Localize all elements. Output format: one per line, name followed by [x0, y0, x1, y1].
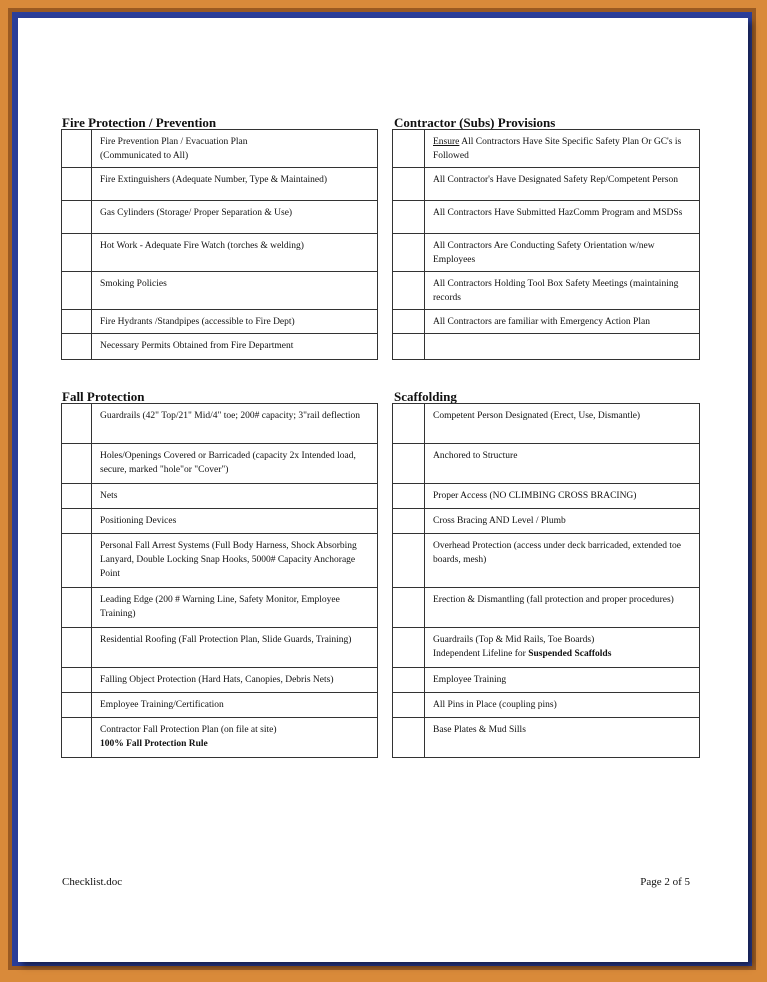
fire-item: [92, 334, 378, 360]
item-text: Guardrails (Top & Mid Rails, Toe Boards): [433, 635, 595, 645]
column-gap: [378, 693, 393, 718]
fire-item: [92, 130, 378, 168]
scaffolding-item: [425, 444, 700, 484]
footer-filename: Checklist.doc: [62, 876, 123, 888]
fire-checkbox[interactable]: [62, 272, 92, 310]
contractor-item: [425, 310, 700, 334]
fall-item: [92, 628, 378, 668]
item-text: Positioning Devices: [100, 516, 177, 526]
column-gap: [378, 130, 393, 168]
table-row: [62, 718, 700, 758]
column-gap: [378, 334, 393, 360]
scaffolding-checkbox[interactable]: [393, 444, 425, 484]
table-row: [62, 534, 700, 588]
item-text: All Contractors Are Conducting Safety Orientation w/new Employees: [433, 241, 655, 265]
scaffolding-item: [425, 668, 700, 693]
scaffolding-item: [425, 404, 700, 444]
table-row: [62, 310, 700, 334]
scaffolding-checkbox[interactable]: [393, 718, 425, 758]
contractor-checkbox[interactable]: [393, 310, 425, 334]
column-gap: [378, 310, 393, 334]
item-text: Proper Access (NO CLIMBING CROSS BRACING): [433, 491, 637, 501]
fall-checkbox[interactable]: [62, 444, 92, 484]
contractor-checkbox[interactable]: [393, 130, 425, 168]
table-row: [62, 168, 700, 201]
scaffolding-checkbox[interactable]: [393, 484, 425, 509]
fall-checkbox[interactable]: [62, 484, 92, 509]
column-gap: [378, 272, 393, 310]
fall-item: [92, 718, 378, 758]
emphasis-text: Ensure: [433, 137, 460, 147]
item-text: Gas Cylinders (Storage/ Proper Separation & Use): [100, 208, 293, 218]
fire-checkbox[interactable]: [62, 130, 92, 168]
item-text: Residential Roofing (Fall Protection Plan, Slide Guards, Training): [100, 635, 352, 645]
fall-item: [92, 588, 378, 628]
table-row: [62, 628, 700, 668]
column-gap: [378, 668, 393, 693]
table-row: [62, 234, 700, 272]
fire-item: [92, 234, 378, 272]
contractor-item: [425, 201, 700, 234]
item-text: Nets: [100, 491, 118, 501]
fall-item: [92, 404, 378, 444]
column-gap: [378, 444, 393, 484]
fall-checkbox[interactable]: [62, 628, 92, 668]
scaffolding-item: [425, 588, 700, 628]
item-text: All Contractors Holding Tool Box Safety Meetings (maintaining records: [433, 279, 679, 303]
column-gap: [378, 168, 393, 201]
scaffolding-checkbox[interactable]: [393, 509, 425, 534]
item-text: Guardrails (42" Top/21" Mid/4" toe; 200# capacity; 3"rail deflection: [100, 411, 361, 421]
column-gap: [378, 201, 393, 234]
item-text: Fire Hydrants /Standpipes (accessible to Fire Dept): [100, 317, 295, 327]
fall-checkbox[interactable]: [62, 588, 92, 628]
fire-item: [92, 310, 378, 334]
contractor-checkbox[interactable]: [393, 201, 425, 234]
table-row: [62, 272, 700, 310]
fire-item: [92, 201, 378, 234]
fire-checkbox[interactable]: [62, 201, 92, 234]
fall-scaffolding-table: [61, 403, 700, 758]
contractor-item: [425, 168, 700, 201]
column-gap: [378, 588, 393, 628]
item-text: All Contractors Have Site Specific Safety Plan Or GC's is Followed: [433, 137, 682, 161]
scaffolding-item: [425, 509, 700, 534]
column-gap: [378, 234, 393, 272]
item-text: Anchored to Structure: [433, 451, 518, 461]
fall-item: [92, 484, 378, 509]
fall-checkbox[interactable]: [62, 534, 92, 588]
scaffolding-checkbox[interactable]: [393, 628, 425, 668]
fall-checkbox[interactable]: [62, 404, 92, 444]
table-row: [62, 334, 700, 360]
contractor-item: [425, 130, 700, 168]
fire-protection-title: Fire Protection / Prevention: [62, 115, 217, 130]
scaffolding-item: [425, 718, 700, 758]
fire-contractor-table: [61, 129, 700, 360]
item-text: All Contractors Have Submitted HazComm Program and MSDSs: [433, 208, 683, 218]
fire-checkbox[interactable]: [62, 234, 92, 272]
footer-page-number: Page 2 of 5: [640, 876, 690, 888]
fall-item: [92, 444, 378, 484]
item-text: Cross Bracing AND Level / Plumb: [433, 516, 566, 526]
item-text: Necessary Permits Obtained from Fire Department: [100, 341, 294, 351]
contractor-checkbox[interactable]: [393, 168, 425, 201]
fall-item: [92, 534, 378, 588]
item-text: Independent Lifeline for: [433, 649, 529, 659]
scaffolding-checkbox[interactable]: [393, 588, 425, 628]
column-gap: [378, 509, 393, 534]
contractor-provisions-title: Contractor (Subs) Provisions: [394, 115, 556, 130]
item-text: Hot Work - Adequate Fire Watch (torches & welding): [100, 241, 304, 251]
scaffolding-item: [425, 628, 700, 668]
scaffolding-checkbox[interactable]: [393, 668, 425, 693]
fall-checkbox[interactable]: [62, 668, 92, 693]
item-text: Overhead Protection (access under deck barricaded, extended toe boards, mesh): [433, 541, 681, 565]
column-gap: [378, 628, 393, 668]
contractor-item: [425, 234, 700, 272]
item-text: Leading Edge (200 # Warning Line, Safety Monitor, Employee Training): [100, 595, 340, 619]
scaffolding-checkbox[interactable]: [393, 693, 425, 718]
table-row: [62, 484, 700, 509]
table-row: [62, 130, 700, 168]
column-gap: [378, 534, 393, 588]
item-text: Fire Prevention Plan / Evacuation Plan: [100, 137, 248, 147]
scaffolding-checkbox[interactable]: [393, 404, 425, 444]
item-text: All Contractor's Have Designated Safety Rep/Competent Person: [433, 175, 678, 185]
item-text: Employee Training: [433, 675, 507, 685]
fire-checkbox[interactable]: [62, 334, 92, 360]
fall-item: [92, 693, 378, 718]
table-row: [62, 693, 700, 718]
contractor-checkbox[interactable]: [393, 334, 425, 360]
table-row: [62, 404, 700, 444]
fire-item: [92, 168, 378, 201]
item-text: Base Plates & Mud Sills: [433, 725, 526, 735]
fall-protection-title: Fall Protection: [62, 389, 145, 404]
column-gap: [378, 404, 393, 444]
item-text: All Contractors are familiar with Emergency Action Plan: [433, 317, 650, 327]
fire-item: [92, 272, 378, 310]
item-text: (Communicated to All): [100, 151, 189, 161]
bold-note: 100% Fall Protection Rule: [100, 739, 208, 749]
table-row: [62, 668, 700, 693]
item-text: Employee Training/Certification: [100, 700, 224, 710]
table-row: [62, 509, 700, 534]
fall-item: [92, 668, 378, 693]
document-page: [18, 18, 748, 962]
fall-checkbox[interactable]: [62, 693, 92, 718]
table-row: [62, 201, 700, 234]
table-row: [62, 444, 700, 484]
column-gap: [378, 718, 393, 758]
contractor-checkbox[interactable]: [393, 234, 425, 272]
item-text: Erection & Dismantling (fall protection and proper procedures): [433, 595, 674, 605]
column-gap: [378, 484, 393, 509]
fire-checkbox[interactable]: [62, 310, 92, 334]
scaffolding-title: Scaffolding: [394, 389, 457, 404]
fall-checkbox[interactable]: [62, 509, 92, 534]
scaffolding-checkbox[interactable]: [393, 534, 425, 588]
item-text: Smoking Policies: [100, 279, 167, 289]
table-row: [62, 588, 700, 628]
item-text: Personal Fall Arrest Systems (Full Body Harness, Shock Absorbing Lanyard, Double Locking Snap Hooks, 5000# Capacity Anchorage Point: [100, 541, 357, 579]
scaffolding-item: [425, 693, 700, 718]
contractor-item: [425, 272, 700, 310]
contractor-item: [425, 334, 700, 360]
bold-note: Suspended Scaffolds: [528, 649, 612, 659]
contractor-checkbox[interactable]: [393, 272, 425, 310]
item-text: Contractor Fall Protection Plan (on file at site): [100, 725, 277, 735]
fall-item: [92, 509, 378, 534]
item-text: Fire Extinguishers (Adequate Number, Type & Maintained): [100, 175, 327, 185]
scaffolding-item: [425, 484, 700, 509]
item-text: Falling Object Protection (Hard Hats, Canopies, Debris Nets): [100, 675, 334, 685]
scaffolding-item: [425, 534, 700, 588]
item-text: Competent Person Designated (Erect, Use, Dismantle): [433, 411, 641, 421]
fire-checkbox[interactable]: [62, 168, 92, 201]
item-text: All Pins in Place (coupling pins): [433, 700, 557, 710]
item-text: Holes/Openings Covered or Barricaded (capacity 2x Intended load, secure, marked "hole"or "Cover"): [100, 451, 356, 475]
fall-checkbox[interactable]: [62, 718, 92, 758]
